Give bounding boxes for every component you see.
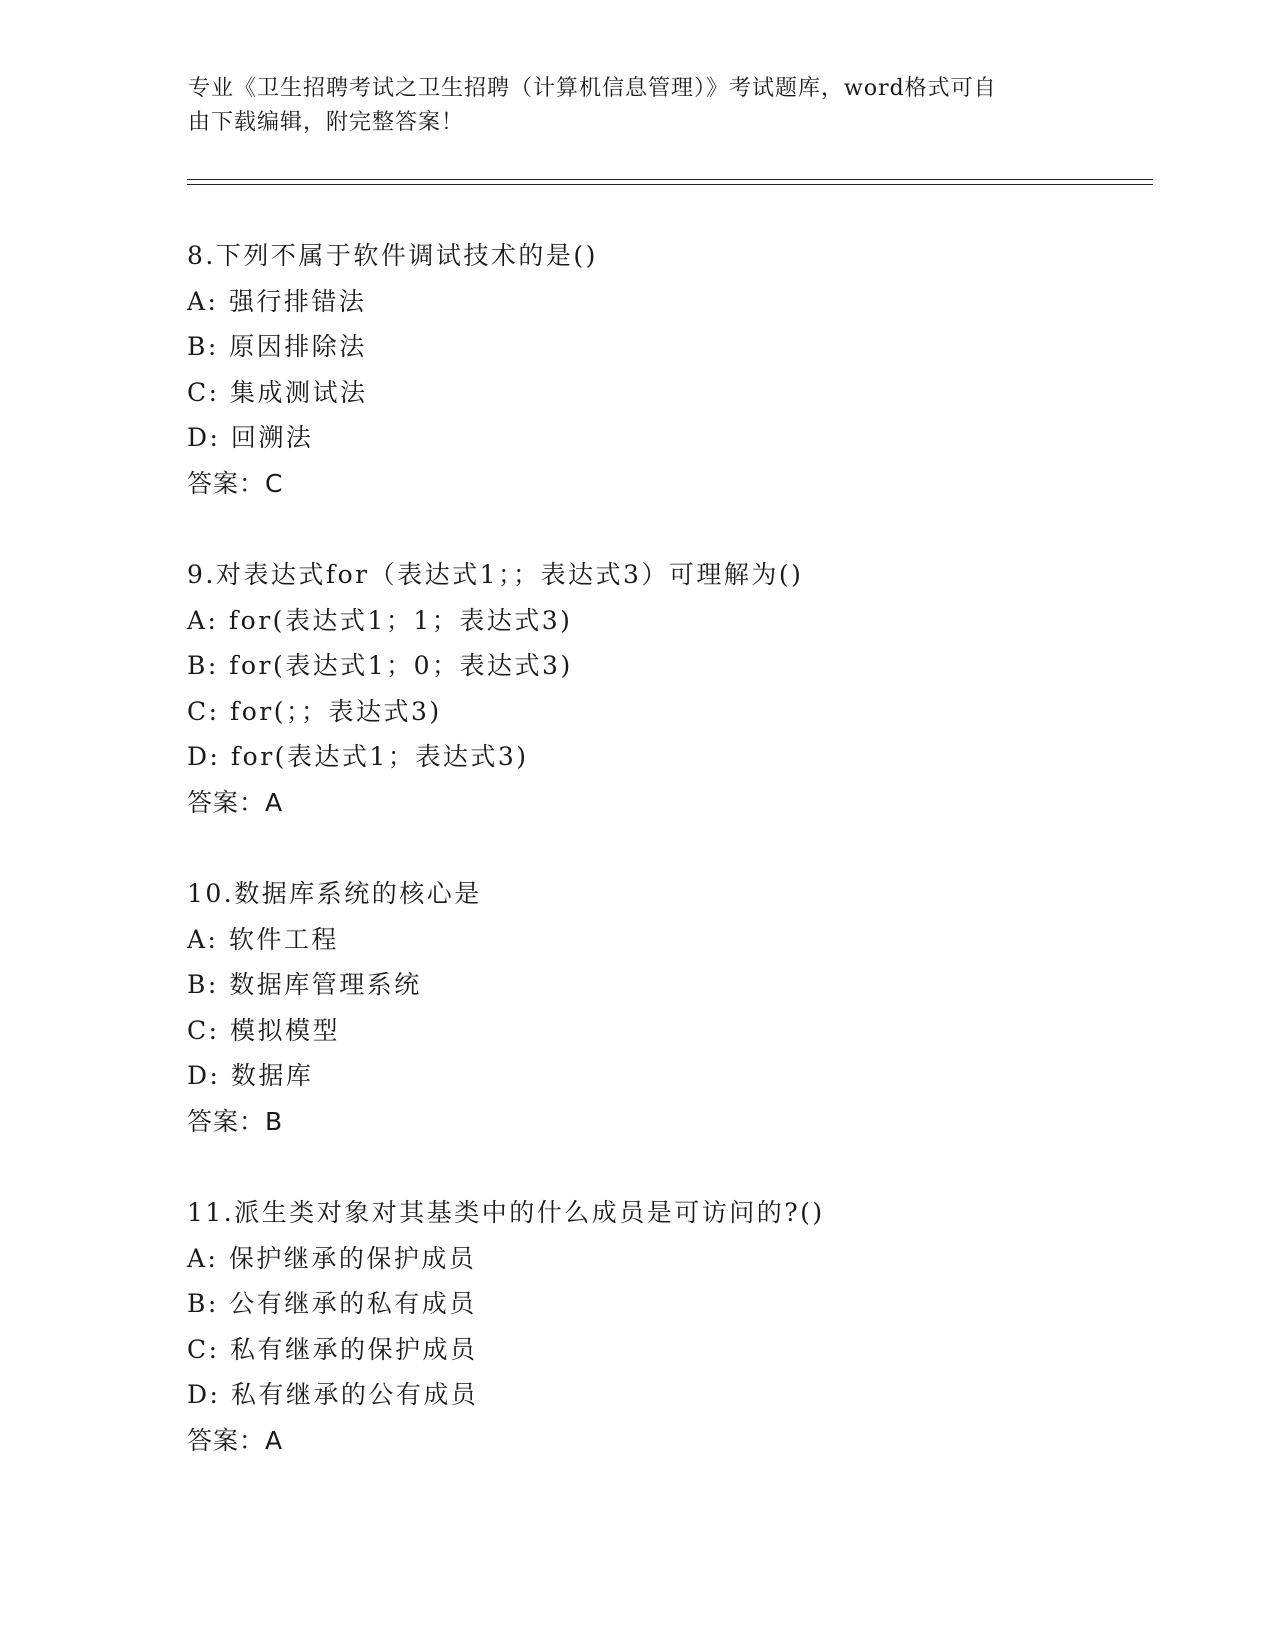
option-b: B: for(表达式1；0；表达式3) [187,651,573,680]
option-a: A: for(表达式1；1；表达式3) [187,605,573,635]
question-stem: 9.对表达式for（表达式1；；表达式3）可理解为() [187,560,804,589]
answer-line: 答案：A [187,787,284,817]
question-11 [187,1190,1187,1463]
option-b: B: 数据库管理系统 [187,970,422,999]
question-9 [187,552,1187,825]
answer-line: 答案：C [187,468,284,498]
option-a: A: 软件工程 [187,924,339,954]
document-intro [188,72,1088,140]
option-d: D: 回溯法 [187,423,314,452]
option-b: B: 公有继承的私有成员 [187,1289,477,1318]
option-b: B: 原因排除法 [187,332,367,361]
answer-line: 答案：B [187,1106,284,1136]
question-stem: 11.派生类对象对其基类中的什么成员是可访问的?() [187,1198,825,1227]
option-a: A: 强行排错法 [187,286,367,316]
option-d: D: 私有继承的公有成员 [187,1380,479,1409]
option-a: A: 保护继承的保护成员 [187,1243,477,1273]
header-divider-bottom [187,184,1153,185]
option-c: C: 私有继承的保护成员 [187,1334,478,1364]
question-stem: 8.下列不属于软件调试技术的是() [187,241,598,270]
header-divider-top [187,179,1153,180]
intro-line-2: 由下载编辑，附完整答案！ [188,110,465,135]
question-8 [187,233,1187,506]
question-10 [187,871,1187,1144]
option-d: D: for(表达式1；表达式3) [187,742,529,771]
answer-line: 答案：A [187,1425,284,1455]
option-c: C: 集成测试法 [187,377,368,407]
intro-line-1: 专业《卫生招聘考试之卫生招聘（计算机信息管理）》考试题库，word格式可自 [188,76,997,101]
question-stem: 10.数据库系统的核心是 [187,879,482,908]
option-d: D: 数据库 [187,1061,314,1090]
option-c: C: for(；；表达式3) [187,696,442,726]
option-c: C: 模拟模型 [187,1015,340,1045]
